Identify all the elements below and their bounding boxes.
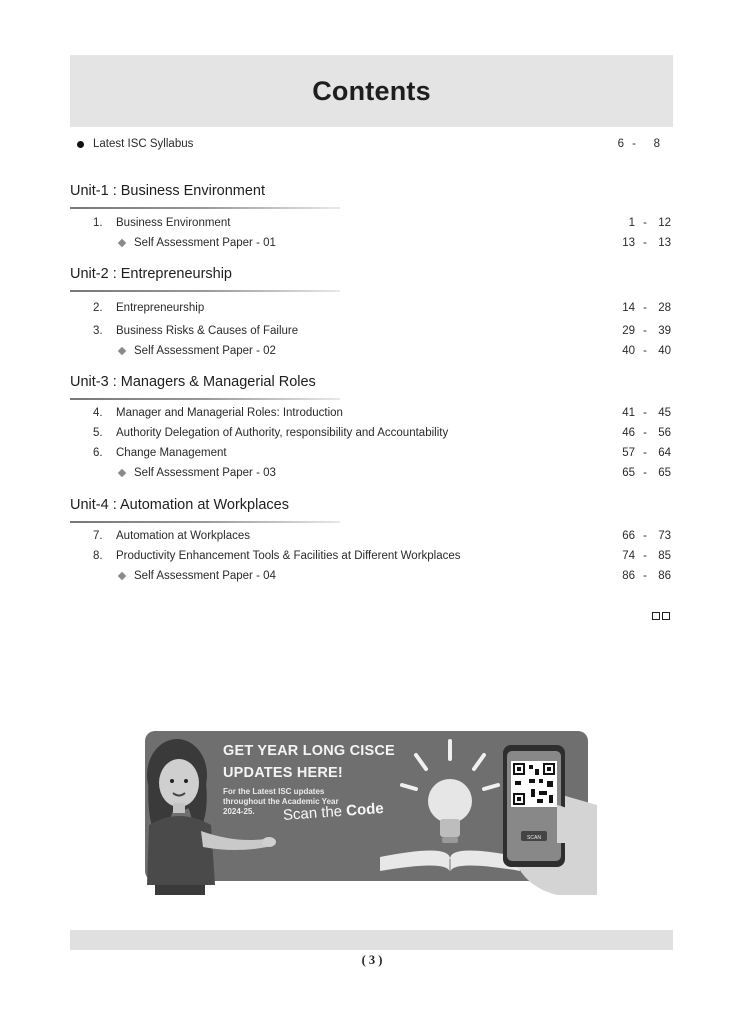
page-end: 13 — [658, 237, 671, 249]
entry-number: 8. — [93, 550, 103, 562]
page-end: 28 — [658, 302, 671, 314]
entry-pages — [601, 237, 671, 249]
promo-banner[interactable] — [145, 731, 588, 881]
page-start: 29 — [622, 325, 635, 337]
entry-pages — [601, 345, 671, 357]
banner-subtext-1: For the Latest ISC updates — [223, 787, 325, 796]
page-separator: - — [643, 427, 647, 439]
page-separator: - — [643, 217, 647, 229]
entry-number: 6. — [93, 447, 103, 459]
page-end: 8 — [653, 138, 660, 150]
entry-pages — [601, 427, 671, 439]
page-end: 56 — [658, 427, 671, 439]
entry-number: 7. — [93, 530, 103, 542]
banner-subtext-2: throughout the Academic Year — [223, 797, 339, 806]
unit-2-heading: Unit-2 : Entrepreneurship — [70, 266, 232, 282]
entry-label: Business Environment — [116, 217, 231, 229]
end-mark-icon — [652, 612, 670, 620]
scan-word: Scan the — [282, 802, 343, 824]
unit-2-rule — [70, 290, 340, 292]
diamond-bullet-icon — [118, 239, 126, 247]
page-end: 73 — [658, 530, 671, 542]
unit-1-rule — [70, 207, 340, 209]
page-separator: - — [643, 530, 647, 542]
unit-1-heading: Unit-1 : Business Environment — [70, 183, 266, 199]
page-separator: - — [643, 550, 647, 562]
page-start: 57 — [622, 447, 635, 459]
entry-pages — [601, 570, 671, 582]
page-start: 86 — [622, 570, 635, 582]
entry-number: 1. — [93, 217, 103, 229]
page-start: 40 — [622, 345, 635, 357]
entry-number: 3. — [93, 325, 103, 337]
entry-pages — [601, 302, 671, 314]
page-end: 85 — [658, 550, 671, 562]
page-title: Contents — [312, 75, 431, 106]
page-end: 86 — [658, 570, 671, 582]
page-start: 14 — [622, 302, 635, 314]
page-end: 12 — [658, 217, 671, 229]
page-end: 39 — [658, 325, 671, 337]
bullet-dot-icon — [77, 141, 84, 148]
page-end: 65 — [658, 467, 671, 479]
page-separator: - — [643, 467, 647, 479]
page-separator: - — [643, 345, 647, 357]
entry-label: Business Risks & Causes of Failure — [116, 325, 299, 337]
entry-number: 5. — [93, 427, 103, 439]
unit-4-rule — [70, 521, 340, 523]
page-end: 64 — [658, 447, 671, 459]
banner-headline-2: UPDATES HERE! — [223, 765, 343, 781]
entry-number: 2. — [93, 302, 103, 314]
code-word: Code — [345, 799, 385, 820]
girl-pointing-icon — [135, 735, 285, 895]
entry-pages — [601, 530, 671, 542]
title-band — [70, 55, 673, 127]
entry-label: Self Assessment Paper - 04 — [134, 570, 276, 582]
page-separator: - — [643, 302, 647, 314]
page-start: 6 — [617, 138, 624, 150]
banner-headline-1: GET YEAR LONG CISCE — [223, 743, 395, 759]
footer-band — [70, 930, 673, 950]
entry-label: Authority Delegation of Authority, responsibility and Accountability — [116, 427, 449, 439]
diamond-bullet-icon — [118, 469, 126, 477]
entry-pages — [601, 407, 671, 419]
page-separator: - — [632, 138, 636, 150]
page-separator: - — [643, 447, 647, 459]
syllabus-pages — [590, 138, 660, 150]
unit-4-heading: Unit-4 : Automation at Workplaces — [70, 497, 289, 513]
entry-label: Self Assessment Paper - 02 — [134, 345, 276, 357]
diamond-bullet-icon — [118, 572, 126, 580]
page-start: 13 — [622, 237, 635, 249]
page-start: 66 — [622, 530, 635, 542]
page-start: 41 — [622, 407, 635, 419]
unit-3-heading: Unit-3 : Managers & Managerial Roles — [70, 374, 316, 390]
entry-label: Automation at Workplaces — [116, 530, 251, 542]
banner-subtext-3: 2024-25. — [223, 807, 255, 816]
page-end: 45 — [658, 407, 671, 419]
entry-label: Productivity Enhancement Tools & Facilities at Different Workplaces — [116, 550, 461, 562]
entry-label: Self Assessment Paper - 01 — [134, 237, 276, 249]
entry-number: 4. — [93, 407, 103, 419]
diamond-bullet-icon — [118, 347, 126, 355]
entry-pages — [601, 467, 671, 479]
page-start: 1 — [628, 217, 635, 229]
entry-pages — [601, 217, 671, 229]
entry-label: Entrepreneurship — [116, 302, 205, 314]
phone-scan-button-label: SCAN — [527, 835, 541, 841]
entry-pages — [601, 325, 671, 337]
phone-qr-code-icon — [497, 745, 597, 905]
page-separator: - — [643, 237, 647, 249]
entry-label: Self Assessment Paper - 03 — [134, 467, 276, 479]
entry-pages — [601, 550, 671, 562]
entry-label: Change Management — [116, 447, 227, 459]
page-separator: - — [643, 570, 647, 582]
page-separator: - — [643, 325, 647, 337]
page-start: 46 — [622, 427, 635, 439]
page-start: 65 — [622, 467, 635, 479]
page-end: 40 — [658, 345, 671, 357]
entry-label: Manager and Managerial Roles: Introduction — [116, 407, 343, 419]
unit-3-rule — [70, 398, 340, 400]
entry-pages — [601, 447, 671, 459]
syllabus-label: Latest ISC Syllabus — [93, 138, 194, 150]
page-start: 74 — [622, 550, 635, 562]
page-separator: - — [643, 407, 647, 419]
page-number: ( 3 ) — [361, 953, 383, 967]
